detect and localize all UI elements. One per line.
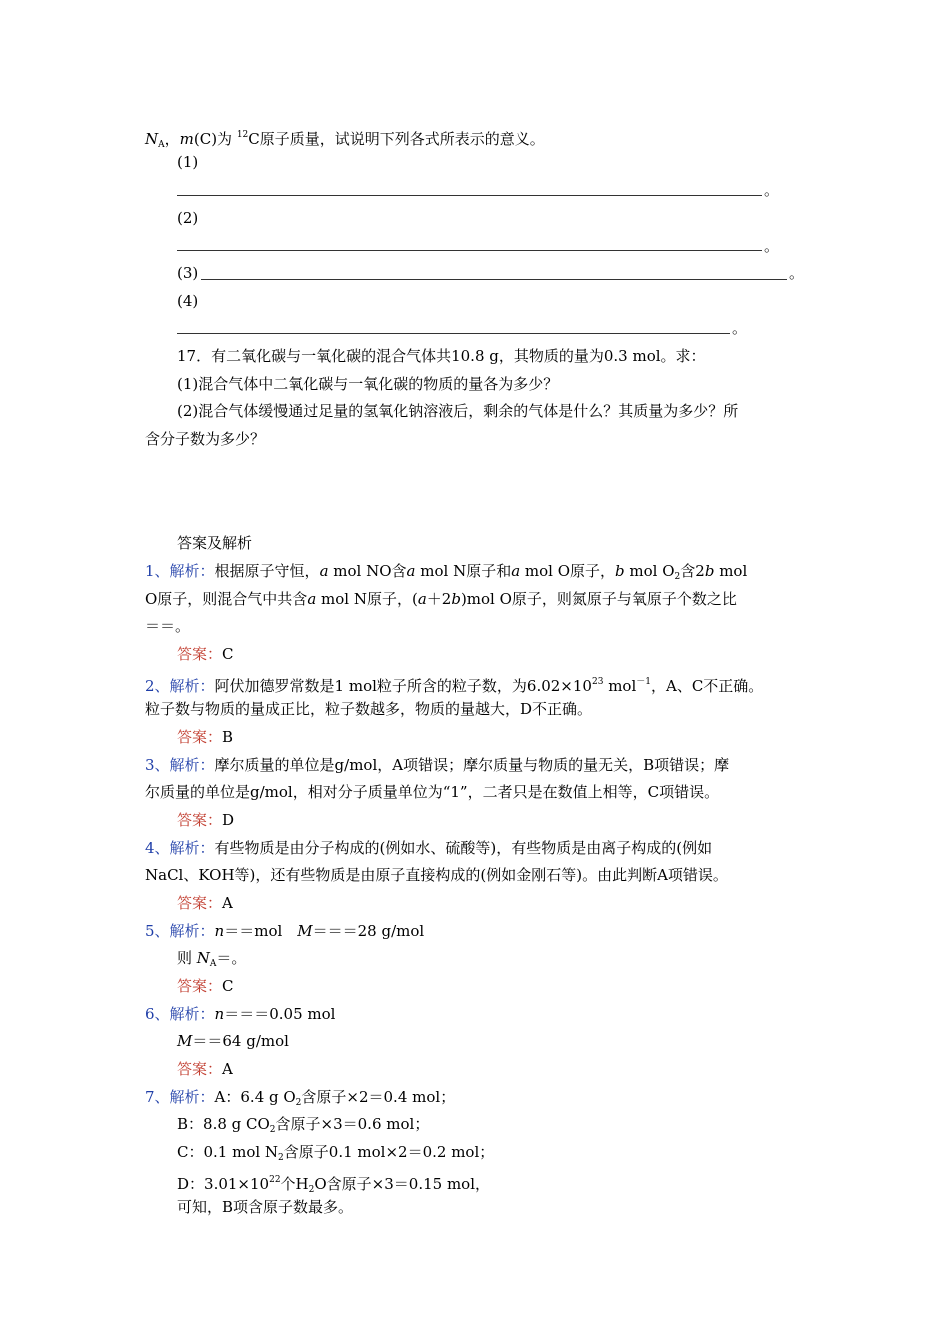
a7-text: O含原子×3＝0.15 mol， [314,1175,491,1193]
subscript-2: 2 [295,1098,302,1108]
blank-1-period: 。 [764,181,780,199]
a6-text: ＝＝64 g/mol [192,1032,289,1050]
a7-text: C：0.1 mol N [177,1143,279,1161]
a7-text: 含原子×2＝0.4 mol； [301,1088,456,1106]
q16-item-4: (4) [177,292,199,310]
a1-text: mol NO含 [328,562,407,580]
a5-text: ＝。 [216,949,247,967]
answer-3-jiexi-label: 3、解析： [145,756,215,774]
superscript: －1 [636,677,651,687]
a5-text: ＝＝mol [224,922,298,940]
answer-7-line-3 [177,1142,494,1168]
a7-text: 含原子×3＝0.6 mol； [275,1115,430,1133]
q16-intro-line [145,125,545,155]
m-symbol: m [179,130,194,148]
answer-7-line-4 [177,1170,490,1200]
answer-2-result [177,727,233,747]
answer-6-result [177,1059,233,1079]
a1-text: ＋2 [426,590,452,608]
a5-text: 则 [177,949,197,967]
na-subscript: A [158,140,165,150]
answer-6-jiexi-label: 6、解析： [145,1005,215,1023]
answer-2-line-2: 粒子数与物质的量成正比，粒子数越多，物质的量越大，D不正确。 [145,700,593,718]
answer-value: A [222,894,233,912]
q17-part1: (1)混合气体中二氧化碳与一氧化碳的物质的量各为多少？ [177,375,559,393]
answer-value: D [222,811,235,829]
q17-stem: 17．有二氧化碳与一氧化碳的混合气体共10.8 g，其物质的量为0.3 mol。求： [177,347,706,365]
answer-4-jiexi-label: 4、解析： [145,839,215,857]
subscript-2: 2 [308,1185,315,1195]
answer-7-line-5: 可知，B项含原子数最多。 [177,1198,354,1216]
a7-text: 个H [280,1175,309,1193]
var-n: n [214,1005,225,1023]
answer-label: 答案： [177,1060,223,1078]
var-a: a [417,590,427,608]
answer-7-jiexi-label: 7、解析： [145,1088,215,1106]
a2-text: ，A、C不正确。 [650,677,764,695]
a7-text: D：3.01×10 [177,1175,270,1193]
isotope-12-superscript: 12 [236,130,249,140]
q16-item-3: (3) [177,264,199,282]
answer-2-line-1 [145,672,763,696]
q17-part2-line1: (2)混合气体缓慢通过足量的氢氧化钠溶液后，剩余的气体是什么？其质量为多少？所 [177,402,739,420]
answers-heading: 答案及解析 [177,534,253,552]
answer-value: B [222,728,234,746]
answer-1-result [177,644,234,664]
q16-comma: ， [164,130,180,148]
na-subscript: A [209,959,217,969]
a7-text: 含原子0.1 mol×2＝0.2 mol； [283,1143,495,1161]
answer-label: 答案： [177,728,223,746]
a5-text: ＝＝＝28 g/mol [312,922,425,940]
answer-1-jiexi-label: 1、解析： [145,562,215,580]
answer-label: 答案： [177,645,223,663]
q16-item-1: (1) [177,153,199,171]
a1-text: mol O [624,562,675,580]
answer-7-line-2 [177,1114,429,1140]
subscript-2: 2 [269,1125,276,1135]
var-M: M [177,1032,193,1050]
q17-part2-line2: 含分子数为多少？ [145,430,266,448]
answer-1-line-2 [145,589,737,609]
q16-intro-tail: C原子质量，试说明下列各式所表示的意义。 [248,130,545,148]
answer-1-line-1 [145,561,747,587]
answer-5-line-1 [145,921,424,941]
blank-4-period: 。 [732,319,748,337]
answer-7-line-1 [145,1087,455,1113]
answer-blank-3[interactable] [201,279,787,280]
q16-mc-text: (C)为 [193,130,237,148]
subscript-2: 2 [278,1153,284,1163]
superscript: 23 [591,677,604,687]
var-a: a [319,562,329,580]
var-a: a [307,590,317,608]
var-b: b [451,590,461,608]
na-symbol: N [145,130,159,148]
answer-4-result [177,893,233,913]
a4-text: 有些物质是由分子构成的(例如水、硫酸等)，有些物质是由离子构成的(例如 [214,839,713,857]
answer-1-line-3: ＝＝。 [145,617,191,635]
answer-5-line-2 [177,948,246,974]
q16-item-2: (2) [177,209,199,227]
var-n: n [214,922,225,940]
answer-blank-1[interactable] [177,195,762,196]
answer-blank-4[interactable] [177,333,730,334]
var-a: a [511,562,521,580]
answer-4-line-2: NaCl、KOH等)，还有些物质是由原子直接构成的(例如金刚石等)。由此判断A项错误。 [145,866,728,884]
answer-value: A [222,1060,233,1078]
a1-text: mol [714,562,748,580]
answer-value: C [222,977,234,995]
a1-text: )mol O原子，则氮原子与氧原子个数之比 [460,590,737,608]
a1-text: mol O原子， [520,562,616,580]
answer-label: 答案： [177,977,223,995]
a2-text: mol [603,677,637,695]
answer-label: 答案： [177,894,223,912]
a1-text: 根据原子守恒， [214,562,320,580]
answer-blank-2[interactable] [177,250,762,251]
na-symbol: N [196,949,210,967]
blank-2-period: 。 [764,237,780,255]
a7-text: B：8.8 g CO [177,1115,270,1133]
var-b: b [615,562,625,580]
subscript-2: 2 [674,572,681,582]
answer-label: 答案： [177,811,223,829]
a1-text: 含2 [680,562,705,580]
a1-text: mol N原子和 [415,562,512,580]
a1-text: O原子，则混合气中共含 [145,590,308,608]
a6-text: ＝＝＝0.05 mol [224,1005,336,1023]
a2-text: 阿伏加德罗常数是1 mol粒子所含的粒子数，为6.02×10 [214,677,592,695]
answer-3-line-2: 尔质量的单位是g/mol，相对分子质量单位为“1”，二者只是在数值上相等，C项错误。 [145,783,720,801]
answer-2-jiexi-label: 2、解析： [145,677,215,695]
blank-3-period: 。 [789,264,805,282]
answer-3-line-1 [145,755,729,775]
answer-value: C [222,645,234,663]
answer-6-line-1 [145,1004,335,1024]
answer-5-result [177,976,234,996]
var-b: b [704,562,715,580]
a3-text: 摩尔质量的单位是g/mol，A项错误；摩尔质量与物质的量无关，B项错误；摩 [214,756,730,774]
var-a: a [406,562,416,580]
answer-3-result [177,810,234,830]
a7-text: A：6.4 g O [214,1088,296,1106]
answer-5-jiexi-label: 5、解析： [145,922,215,940]
superscript: 22 [269,1175,281,1185]
a1-text: mol N原子，( [316,590,418,608]
answer-4-line-1 [145,838,712,858]
answer-6-line-2 [177,1031,289,1051]
var-M: M [297,922,313,940]
